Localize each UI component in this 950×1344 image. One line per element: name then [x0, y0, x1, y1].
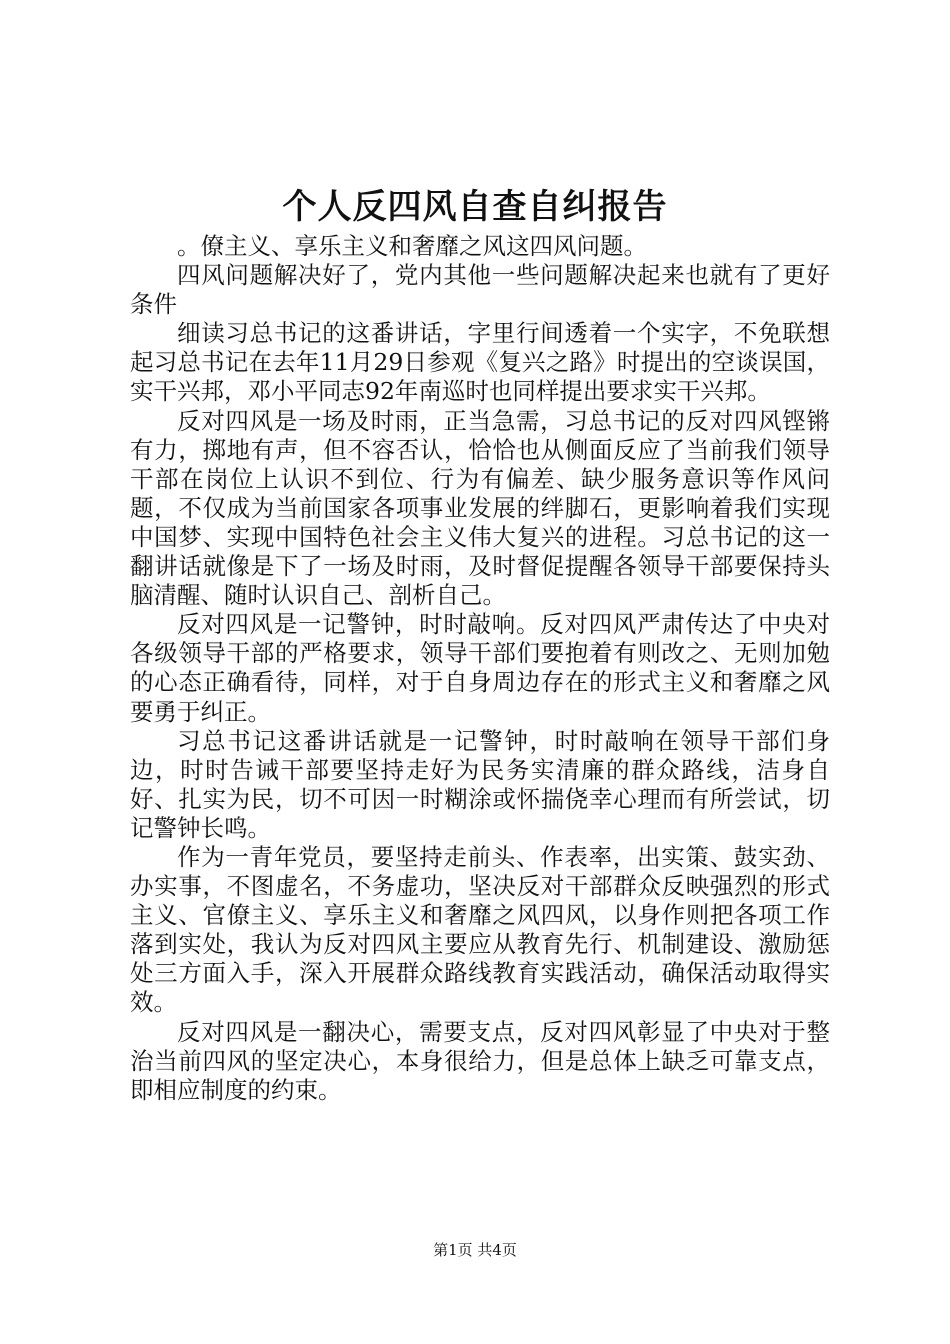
paragraph: 作为一青年党员，要坚持走前头、作表率，出实策、鼓实劲、办实事，不图虚名，不务虚功，坚决反对干部群众反映强烈的形式主义、官僚主义、享乐主义和奢靡之风四风，以身作则把各项工作落到实处，我认为反对四风主要应从教育先行、机制建设、激励惩处三方面入手，深入开展群众路线教育实践活动，确保活动取得实效。: [130, 842, 830, 1017]
paragraph: 细读习总书记的这番讲话，字里行间透着一个实字，不免联想起习总书记在去年11月29日参观《复兴之路》时提出的空谈误国，实干兴邦，邓小平同志92年南巡时也同样提出要求实干兴邦。: [130, 319, 830, 406]
paragraph: 反对四风是一场及时雨，正当急需，习总书记的反对四风铿锵有力，掷地有声，但不容否认，恰恰也从侧面反应了当前我们领导干部在岗位上认识不到位、行为有偏差、缺少服务意识等作风问题，不仅成为当前国家各项事业发展的绊脚石，更影响着我们实现中国梦、实现中国特色社会主义伟大复兴的进程。习总书记的这一翻讲话就像是下了一场及时雨，及时督促提醒各领导干部要保持头脑清醒、随时认识自己、剖析自己。: [130, 406, 830, 610]
paragraph: 习总书记这番讲话就是一记警钟，时时敲响在领导干部们身边，时时告诫干部要坚持走好为民务实清廉的群众路线，洁身自好、扎实为民，切不可因一时糊涂或怀揣侥幸心理而有所尝试，切记警钟长鸣。: [130, 726, 830, 842]
paragraph: 反对四风是一记警钟，时时敲响。反对四风严肃传达了中央对各级领导干部的严格要求，领导干部们要抱着有则改之、无则加勉的心态正确看待，同样，对于自身周边存在的形式主义和奢靡之风要勇于纠正。: [130, 610, 830, 726]
paragraph: 反对四风是一翻决心，需要支点，反对四风彰显了中央对于整治当前四风的坚定决心，本身很给力，但是总体上缺乏可靠支点，即相应制度的约束。: [130, 1017, 830, 1104]
document-title: 个人反四风自查自纠报告: [282, 187, 668, 227]
page-number-footer: 第1页 共4页: [433, 1241, 517, 1259]
paragraph: 四风问题解决好了，党内其他一些问题解决起来也就有了更好条件: [130, 261, 830, 319]
paragraph: 。僚主义、享乐主义和奢靡之风这四风问题。: [177, 232, 647, 260]
document-body: [130, 232, 830, 1105]
